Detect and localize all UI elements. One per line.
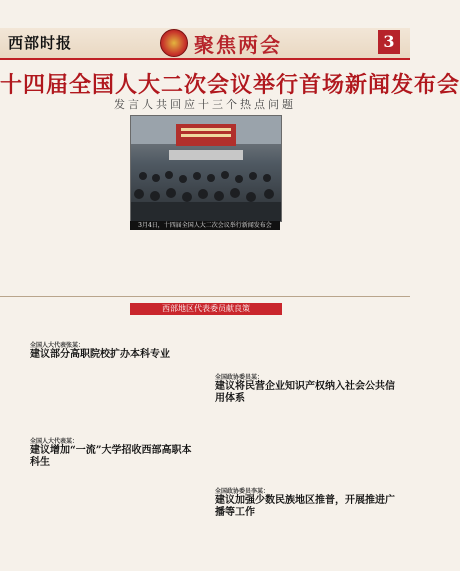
section-divider (0, 296, 410, 297)
press-conference-photo (130, 115, 282, 222)
section-name: 聚焦两会 (194, 33, 282, 57)
section-banner: 西部地区代表委员献良策 (130, 303, 282, 315)
main-headline: 十四届全国人大二次会议举行首场新闻发布会 (0, 72, 460, 98)
proposal-heading-4 (215, 486, 400, 519)
proposal-heading-1 (30, 340, 200, 361)
proposal-title: 建议增加“一流”大学招收西部高职本科生 (30, 445, 192, 468)
masthead (0, 28, 410, 60)
proposal-kicker: 全国政协委员李某： (215, 488, 270, 495)
national-emblem-icon (160, 29, 188, 57)
proposal-heading-2 (215, 372, 400, 405)
proposal-title: 建议将民营企业知识产权纳入社会公共信用体系 (215, 381, 395, 404)
paper-name: 西部时报 (8, 34, 73, 52)
proposal-heading-3 (30, 436, 200, 469)
photo-caption: 3月4日，十四届全国人大二次会议举行新闻发布会 (130, 221, 280, 230)
subheadline: 发言人共回应十三个热点问题 (114, 98, 296, 111)
proposal-title: 建议加强少数民族地区推普，开展推进广播等工作 (215, 495, 395, 518)
press-conference-illustration (131, 116, 281, 221)
proposal-title: 建议部分高职院校扩办本科专业 (30, 349, 170, 360)
proposal-kicker: 全国政协委员某： (215, 374, 264, 381)
proposal-kicker: 全国人大代表张某： (30, 342, 85, 349)
proposal-kicker: 全国人大代表某： (30, 438, 79, 445)
page-number: 3 (378, 30, 400, 54)
